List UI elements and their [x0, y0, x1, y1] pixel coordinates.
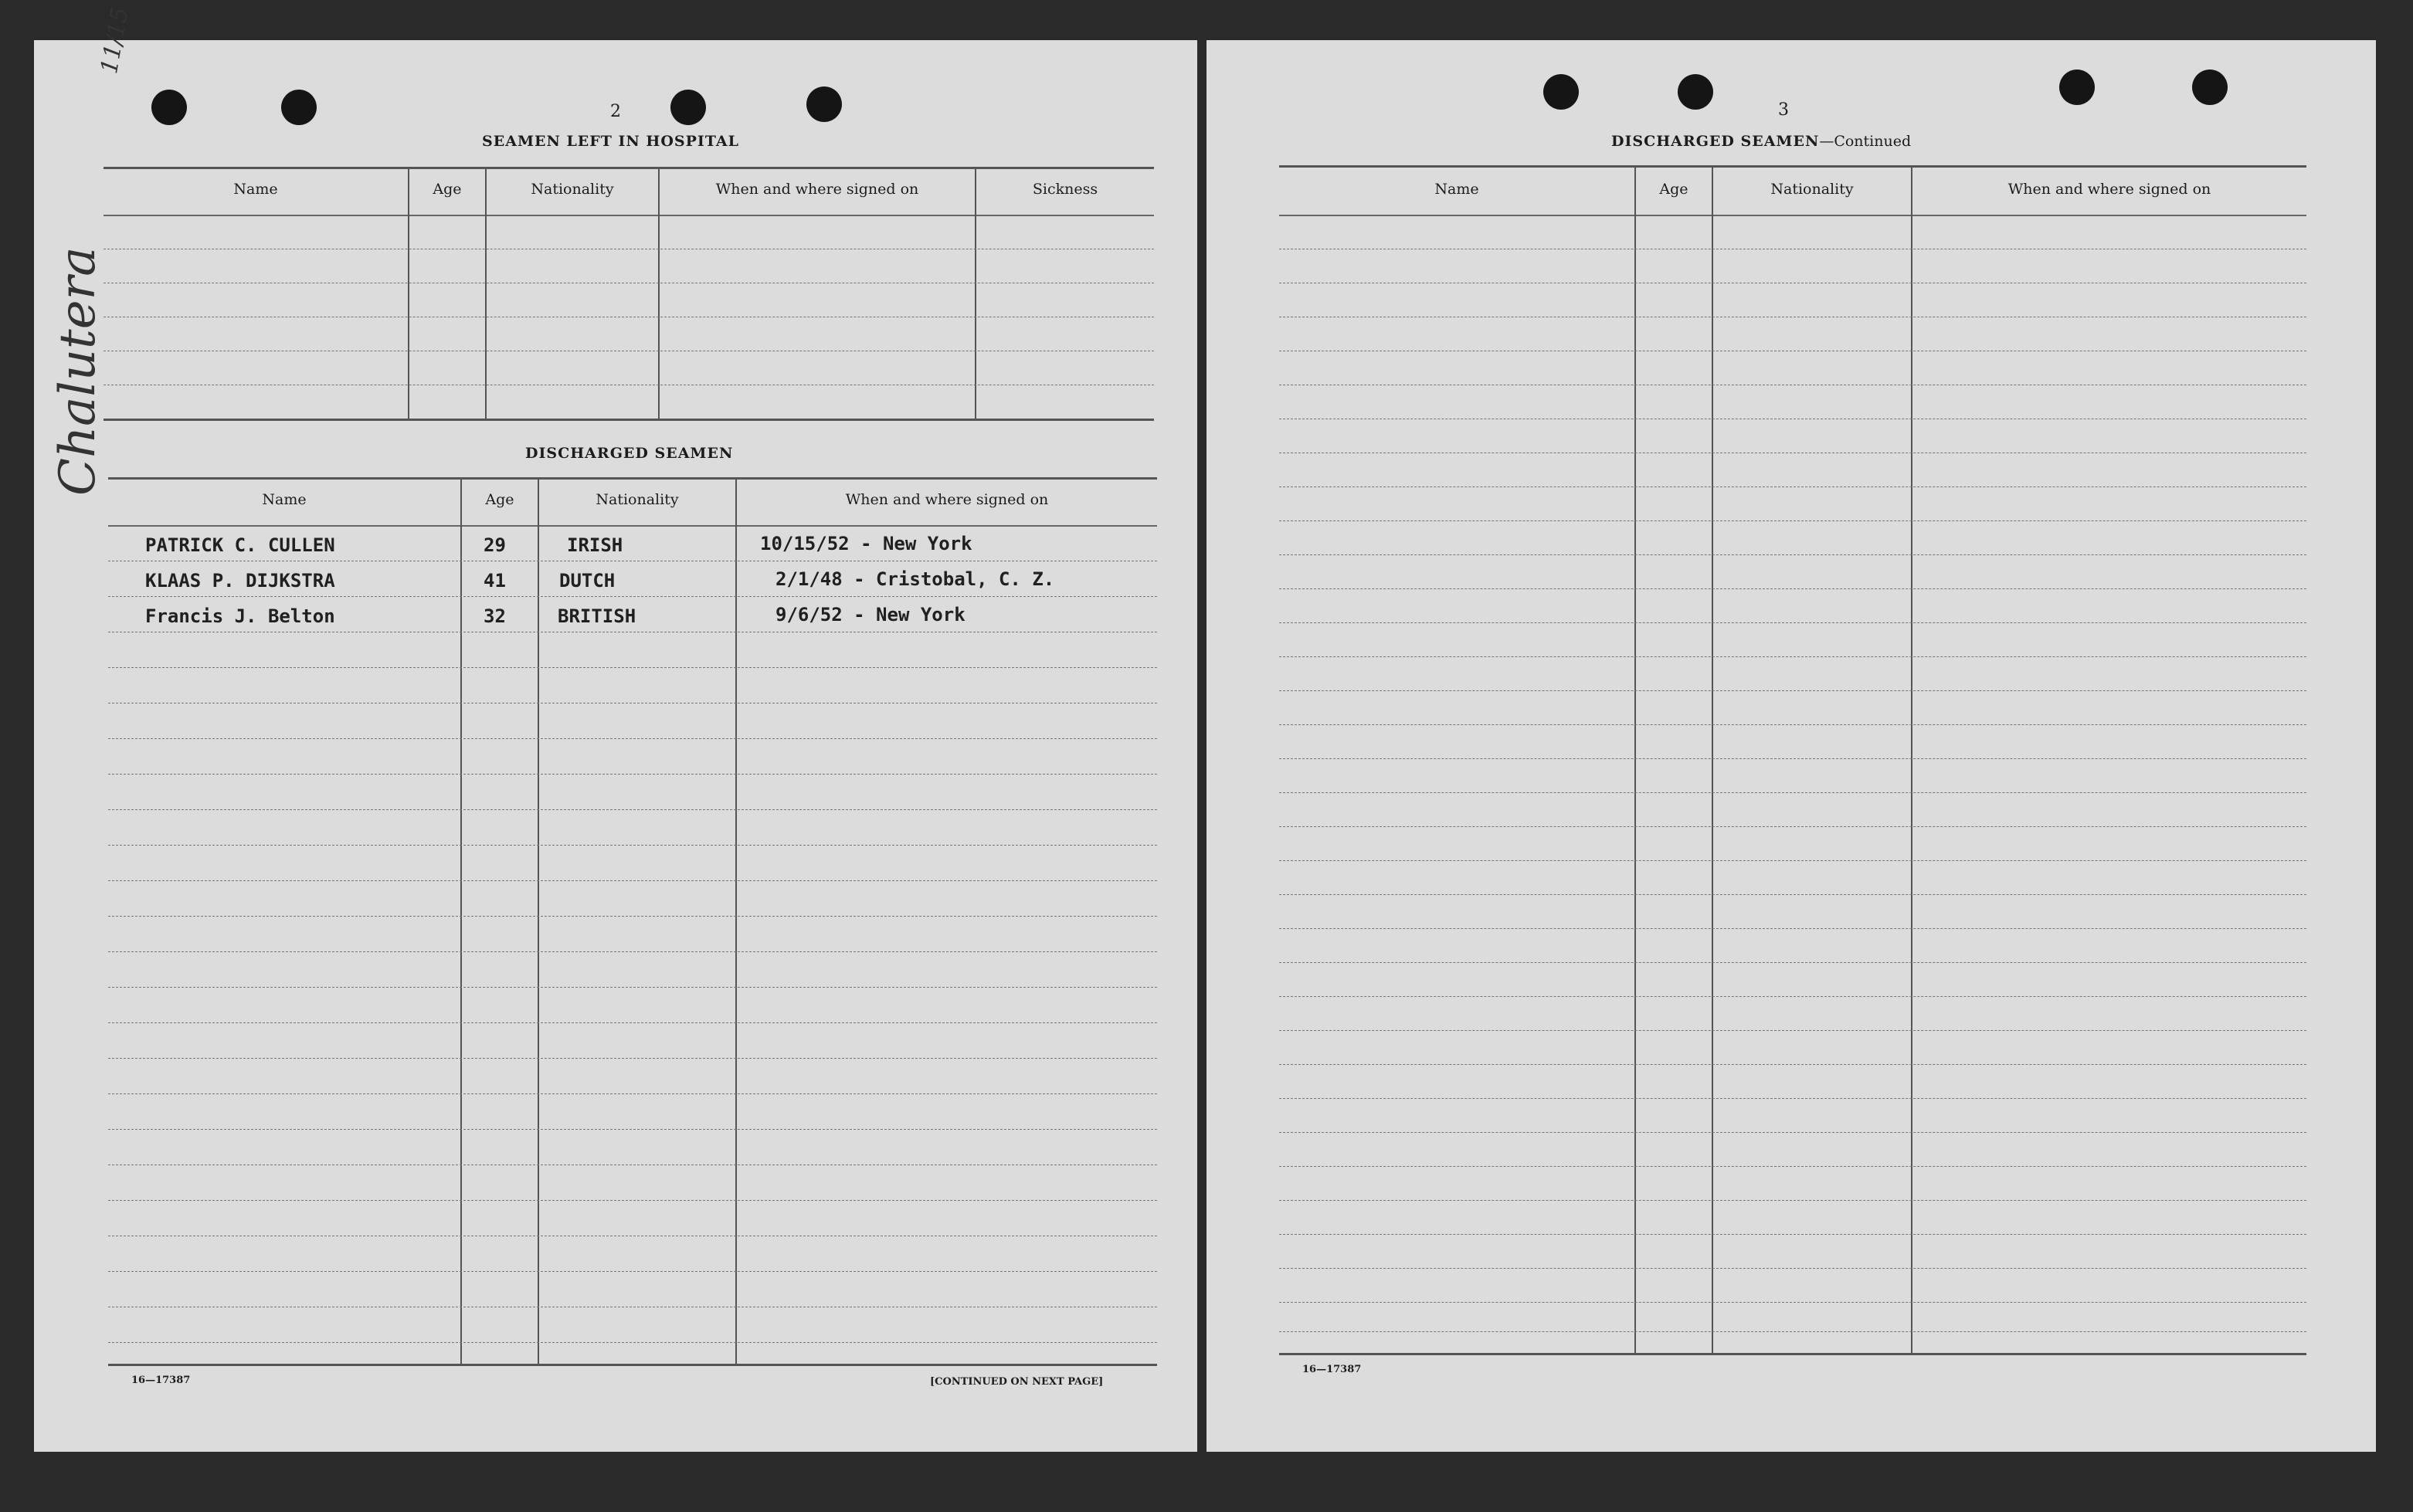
table-line [1279, 894, 2306, 895]
table-line [1279, 588, 2306, 589]
column-divider [538, 479, 539, 1364]
title-suffix: —Continued [1819, 133, 1912, 150]
table-line [108, 774, 1157, 775]
table-line [1279, 656, 2306, 657]
table-line [108, 880, 1157, 881]
table-rule [104, 215, 1154, 216]
table-line [1279, 758, 2306, 759]
table-line [1279, 486, 2306, 487]
discharged-title-text: DISCHARGED SEAMEN [1611, 133, 1820, 150]
form-number: 16—17387 [131, 1375, 191, 1386]
table-line [1279, 1268, 2306, 1269]
table-line [108, 916, 1157, 917]
right-page [1206, 40, 2376, 1452]
table-line [1279, 1064, 2306, 1065]
table-line [108, 1271, 1157, 1272]
table-rule [1279, 165, 2306, 168]
table-rule [104, 167, 1154, 169]
table-line [108, 951, 1157, 952]
table-line [108, 1022, 1157, 1023]
hospital-col-sickness: Sickness [1032, 181, 1098, 198]
discharged-col-age: Age [485, 491, 514, 508]
table-rule [1279, 1353, 2306, 1355]
column-divider [408, 168, 409, 419]
continued-note: [CONTINUED ON NEXT PAGE] [930, 1376, 1104, 1388]
hospital-col-age: Age [433, 181, 462, 198]
table-line [1279, 1331, 2306, 1332]
table-rule [104, 419, 1154, 421]
seaman-signed-on: 9/6/52 - New York [775, 604, 966, 625]
table-line [108, 738, 1157, 739]
table-line [1279, 724, 2306, 725]
discharged-col-name: Name [262, 491, 307, 508]
table-line [1279, 1200, 2306, 1201]
table-line [1279, 962, 2306, 963]
col-age: Age [1659, 181, 1688, 198]
table-rule [1279, 215, 2306, 216]
col-name: Name [1434, 181, 1479, 198]
punch-hole [1543, 74, 1579, 110]
punch-hole [806, 86, 842, 122]
table-line [108, 1342, 1157, 1343]
col-nationality: Nationality [1770, 181, 1854, 198]
seaman-nationality: IRISH [567, 534, 623, 556]
column-divider [735, 479, 737, 1364]
hospital-section-title: SEAMEN LEFT IN HOSPITAL [482, 133, 739, 150]
table-line [1279, 1030, 2306, 1031]
table-line [108, 596, 1157, 597]
left-page [34, 5, 1197, 1452]
discharged-col-nationality: Nationality [596, 491, 679, 508]
column-divider [1911, 167, 1912, 1353]
seaman-nationality: BRITISH [558, 605, 636, 627]
page-number: 3 [1778, 100, 1789, 120]
table-line [1279, 996, 2306, 997]
punch-hole [670, 90, 706, 125]
handwritten-margin-note: Chalutera [49, 246, 107, 496]
seaman-age: 29 [484, 534, 506, 556]
column-divider [485, 168, 487, 419]
table-line [108, 987, 1157, 988]
table-line [1279, 826, 2306, 827]
form-number: 16—17387 [1302, 1364, 1362, 1375]
table-line [108, 667, 1157, 668]
discharged-col-signed-on: When and where signed on [845, 491, 1049, 508]
table-line [1279, 1098, 2306, 1099]
table-line [108, 1058, 1157, 1059]
table-line [108, 845, 1157, 846]
seaman-signed-on: 10/15/52 - New York [760, 533, 972, 554]
table-line [1279, 1234, 2306, 1235]
seaman-name: PATRICK C. CULLEN [145, 534, 335, 556]
page-number: 2 [610, 102, 621, 121]
seaman-name: KLAAS P. DIJKSTRA [145, 570, 335, 592]
punch-hole [2192, 69, 2228, 105]
col-signed-on: When and where signed on [2007, 181, 2211, 198]
handwritten-corner-note: 11/15 [96, 5, 134, 76]
hospital-col-signed-on: When and where signed on [715, 181, 919, 198]
seaman-age: 32 [484, 605, 506, 627]
seaman-age: 41 [484, 570, 506, 592]
discharged-continued-title [1611, 133, 1911, 150]
table-line [108, 1200, 1157, 1201]
table-line [1279, 1132, 2306, 1133]
column-divider [658, 168, 660, 419]
table-rule [108, 1364, 1157, 1366]
column-divider [1712, 167, 1713, 1353]
table-line [108, 1129, 1157, 1130]
punch-hole [1678, 74, 1713, 110]
table-line [1279, 1302, 2306, 1303]
hospital-col-nationality: Nationality [531, 181, 614, 198]
column-divider [460, 479, 462, 1364]
column-divider [1634, 167, 1636, 1353]
punch-hole [151, 90, 187, 125]
discharged-section-title: DISCHARGED SEAMEN [525, 445, 734, 462]
table-line [1279, 1166, 2306, 1167]
table-line [1279, 928, 2306, 929]
table-line [1279, 792, 2306, 793]
table-line [1279, 622, 2306, 623]
seaman-nationality: DUTCH [559, 570, 616, 592]
table-line [1279, 690, 2306, 691]
seaman-signed-on: 2/1/48 - Cristobal, C. Z. [775, 568, 1055, 590]
seaman-name: Francis J. Belton [145, 605, 335, 627]
table-line [108, 809, 1157, 810]
table-line [1279, 520, 2306, 521]
punch-hole [2059, 69, 2095, 105]
table-rule [108, 477, 1157, 480]
punch-hole [281, 90, 317, 125]
column-divider [975, 168, 976, 419]
table-rule [108, 525, 1157, 527]
table-line [1279, 554, 2306, 555]
table-line [108, 1093, 1157, 1094]
table-line [1279, 860, 2306, 861]
hospital-col-name: Name [233, 181, 278, 198]
